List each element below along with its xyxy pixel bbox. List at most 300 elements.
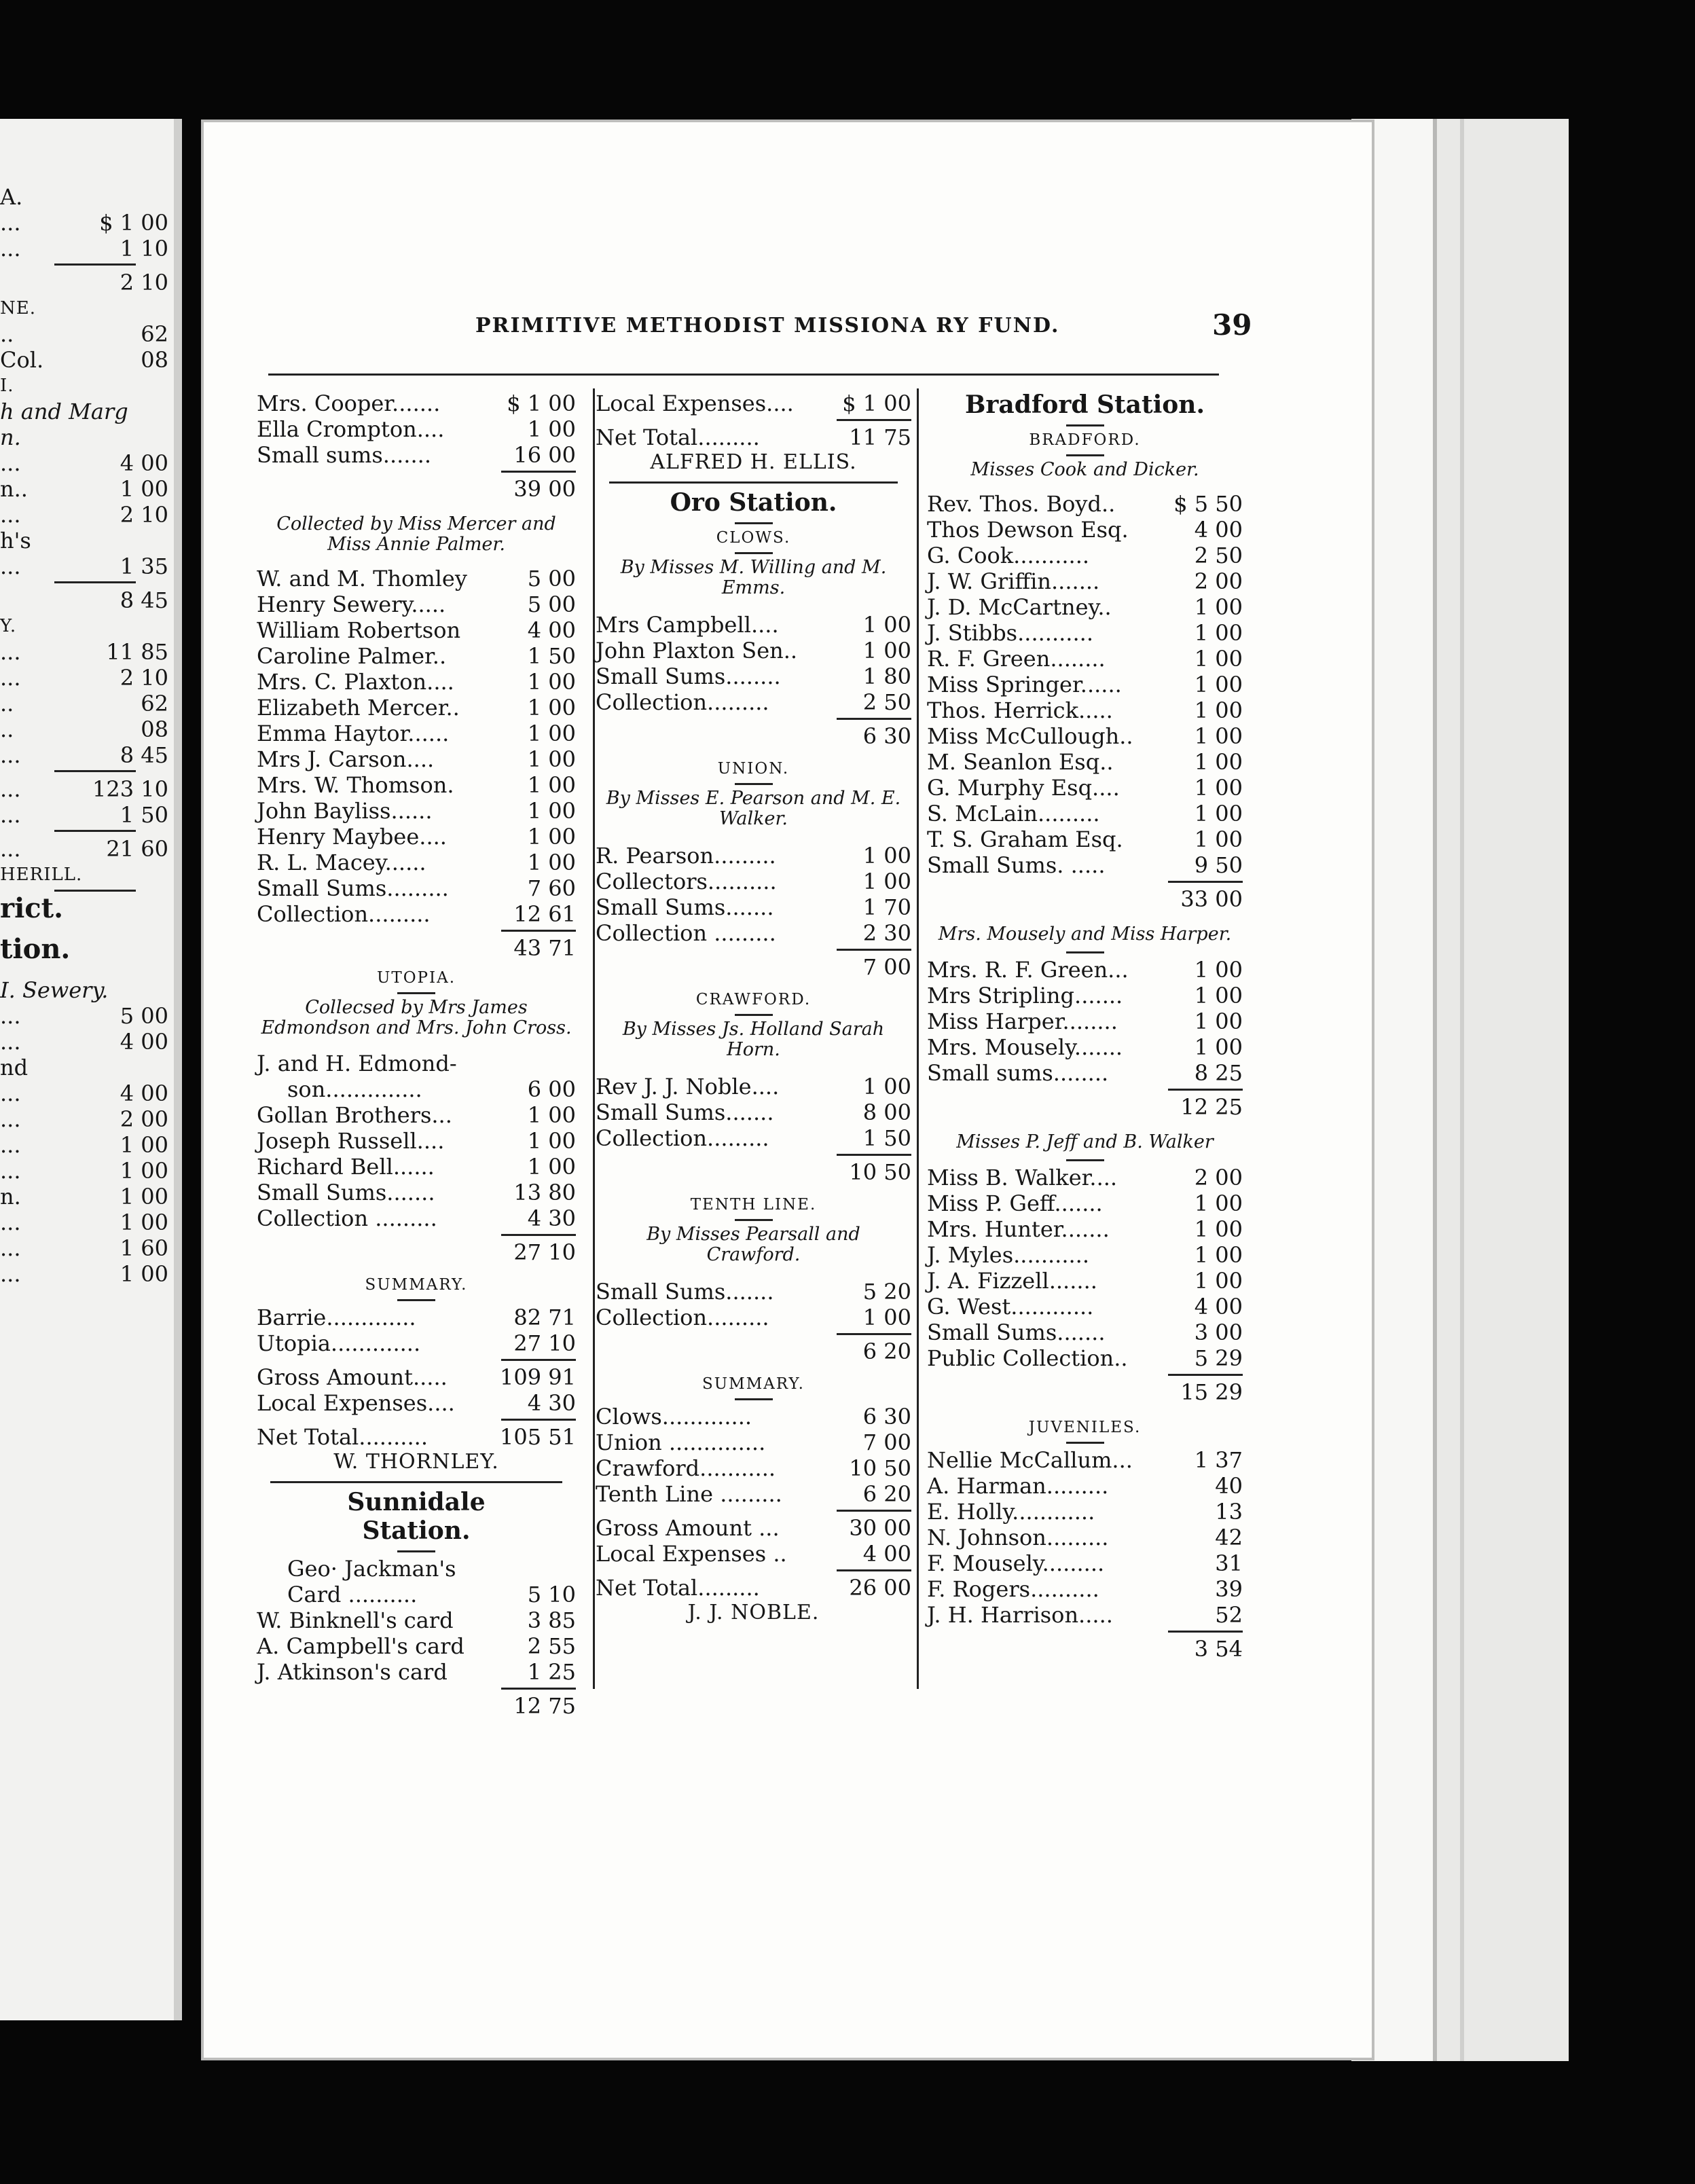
entry-name: J. Myles........... [927,1242,1090,1268]
fragment-row [0,209,168,236]
short-rule [1066,1159,1104,1161]
fragment-row [0,1235,168,1262]
entry-amount: 5 10 [527,1582,576,1607]
entry-name: Net Total......... [596,424,760,450]
page-edge-strip [1460,119,1464,2061]
entry-name: Local Expenses.... [257,1390,455,1416]
fragment-row [0,801,168,829]
ledger-row [927,646,1243,672]
fragment-text: tion. [0,933,71,965]
ledger-row [927,749,1243,775]
ledger-row [596,1455,911,1481]
sum-rule [837,1510,911,1512]
ledger-row [596,638,911,663]
fragment-row [0,1260,168,1288]
entry-amount: 7 60 [527,875,576,901]
entry-name: Miss Harper........ [927,1008,1118,1034]
entry-name: Net Total.......... [257,1424,428,1450]
fragment-row [0,424,168,451]
sum-rule [501,1234,576,1236]
fragment-row [0,1054,168,1081]
ledger-row [927,672,1243,697]
entry-name: Rev J. J. Noble.... [596,1074,780,1099]
ledger-row [927,801,1243,826]
sum-rule [1168,1374,1243,1376]
ledger-row [927,1525,1243,1550]
sum-rule [501,1688,576,1690]
entry-amount: 52 [1215,1602,1243,1628]
entry-name: Clows............. [596,1404,752,1430]
sum-rule [837,1333,911,1335]
entry-name: R. Pearson......... [596,843,776,869]
ledger-row [257,1556,576,1582]
entry-amount: 1 00 [527,1128,576,1154]
entry-name: Mrs. R. F. Green... [927,957,1129,983]
fragment-row [0,1157,168,1184]
entry-name: M. Seanlon Esq.. [927,749,1114,775]
ledger-row [927,1602,1243,1628]
fragment-text: ... [0,1003,21,1029]
ledger-row [927,1294,1243,1320]
ledger-row [257,1424,576,1450]
sum-rule [1168,881,1243,883]
ledger-row [257,875,576,901]
short-rule [397,1550,435,1552]
entry-amount: 4 00 [527,617,576,643]
entry-amount: 1 00 [527,416,576,442]
entry-amount: 42 [1215,1525,1243,1550]
section-heading: JUVENILES. [1028,1419,1142,1436]
entry-name: Public Collection.. [927,1345,1128,1371]
fragment-row [0,664,168,691]
ledger-row [927,1008,1243,1034]
short-rule [1066,1442,1104,1444]
entry-amount: 7 00 [862,954,911,980]
fragment-text: A. [0,184,23,210]
fragment-row [0,933,168,965]
entry-amount: 39 00 [513,476,576,502]
entry-amount: 1 00 [1194,826,1243,852]
entry-amount: 3 00 [1194,1320,1243,1345]
entry-amount: 5 00 [527,566,576,592]
ledger-row [596,689,911,715]
fragment-text: I. [0,376,14,396]
fragment-amount: 4 00 [120,1029,168,1055]
entry-name: G. West............ [927,1294,1094,1320]
fragment-text: NE. [0,298,36,318]
fragment-text: ... [0,802,21,828]
sum-rule [1168,1631,1243,1633]
ledger-row [596,843,911,869]
fragment-text: nd [0,1055,29,1080]
entry-amount: 1 00 [527,772,576,798]
fragment-text: n. [0,1184,21,1209]
entry-amount: 33 00 [1180,886,1243,912]
ledger-row [596,1099,911,1125]
subtotal-row [257,1239,576,1265]
entry-amount: 1 00 [1194,594,1243,620]
fragment-amount: 4 00 [120,450,168,476]
ledger-row [257,1607,576,1633]
fragment-row [0,183,168,211]
ledger-row [596,1515,911,1541]
sum-rule [837,1154,911,1156]
fragment-amount: 2 10 [120,502,168,528]
entry-amount: 1 00 [1194,1034,1243,1060]
ledger-row [257,1051,576,1076]
fragment-row [0,398,168,425]
entry-amount: 8 25 [1194,1060,1243,1086]
page-gutter [174,119,182,2020]
subtotal-row [596,1339,911,1364]
fragment-text: ... [0,742,21,768]
entry-amount: 1 00 [1194,646,1243,672]
fragment-amount: $ 1 00 [99,210,168,236]
entry-name: Collection......... [596,689,769,715]
entry-amount: 109 91 [500,1364,576,1390]
entry-amount: 1 00 [1194,1008,1243,1034]
fragment-text: ... [0,776,21,802]
entry-name: Crawford........... [596,1455,776,1481]
entry-name: Local Expenses .. [596,1541,787,1567]
entry-name: A. Harman......... [927,1473,1109,1499]
ledger-row [257,1305,576,1330]
entry-name: Small Sums........ [596,663,781,689]
ledger-row [257,390,576,416]
ledger-row [257,824,576,850]
entry-amount: 30 00 [849,1515,911,1541]
ledger-row [257,1659,576,1685]
ledger-row [927,594,1243,620]
ledger-row [257,643,576,669]
fragment-amount: 4 00 [120,1080,168,1106]
ledger-row [596,1074,911,1099]
entry-name: F. Rogers.......... [927,1576,1099,1602]
collector-note: Collecsed by Mrs James Edmondson and Mrs. John Cross. [261,997,572,1038]
signature-line: J. J. NOBLE. [687,1601,820,1624]
subtotal-row [257,1693,576,1719]
page-edges-right [1351,119,1569,2061]
ledger-row [596,1279,911,1305]
short-rule [735,1398,773,1400]
short-rule [1066,424,1104,426]
entry-name: Mrs. W. Thomson. [257,772,454,798]
fragment-amount: 8 45 [120,587,168,613]
fragment-amount: 1 00 [120,1261,168,1287]
fragment-amount: 8 45 [120,742,168,768]
fragment-text: Col. [0,347,44,373]
fragment-amount: 2 10 [120,270,168,295]
entry-name: Small Sums....... [596,1099,774,1125]
fragment-amount: 62 [141,691,168,716]
ledger-row [927,517,1243,543]
sum-rule [837,1569,911,1571]
collector-note: By Misses Pearsall and Crawford. [646,1224,860,1265]
entry-amount: 1 00 [862,843,911,869]
fragment-text: ... [0,639,21,665]
ledger-row [596,663,911,689]
entry-name: Small Sums....... [257,1180,435,1205]
entry-amount: 9 50 [1194,852,1243,878]
entry-amount: 1 00 [1194,672,1243,697]
entry-name: Small Sums. ..... [927,852,1106,878]
fragment-text: ... [0,1106,21,1132]
collector-note: By Misses E. Pearson and M. E. Walker. [606,788,901,829]
entry-name: Barrie............. [257,1305,416,1330]
column-divider [917,388,919,1689]
entry-amount: 1 00 [1194,775,1243,801]
entry-name: R. L. Macey...... [257,850,426,875]
sum-rule [501,930,576,932]
collector-note: Misses P. Jeff and B. Walker [956,1131,1214,1152]
station-heading: Sunnidale Station. [347,1488,486,1545]
section-heading: UTOPIA. [376,969,456,987]
entry-amount: 105 51 [500,1424,576,1450]
ledger-row [927,983,1243,1008]
entry-amount: 1 00 [1194,749,1243,775]
ledger-row [927,1190,1243,1216]
ledger-row [257,1180,576,1205]
entry-amount: 82 71 [513,1305,576,1330]
collector-note: Mrs. Mousely and Miss Harper. [938,924,1232,945]
fragment-text: ... [0,236,21,261]
fragment-text: Y. [0,616,17,636]
header-rule [268,374,1219,376]
station-heading: Bradford Station. [964,390,1205,419]
ledger-row [927,568,1243,594]
fragment-row [0,690,168,717]
ledger-row [257,566,576,592]
fragment-text: ... [0,836,21,862]
fragment-row [0,235,168,262]
short-rule [735,552,773,554]
ledger-row [257,772,576,798]
fragment-amount: 5 00 [120,1003,168,1029]
ledger-row [257,1102,576,1128]
collector-note: Collected by Miss Mercer and Miss Annie Palmer. [276,513,556,555]
entry-amount: 4 30 [527,1390,576,1416]
entry-name: Mrs. C. Plaxton.... [257,669,454,695]
entry-amount: 39 [1215,1576,1243,1602]
ledger-row [927,1165,1243,1190]
entry-name: Small Sums....... [596,894,774,920]
entry-amount: 1 00 [527,695,576,721]
subtotal-row [596,1159,911,1185]
entry-amount: 6 20 [862,1481,911,1507]
entry-amount: 1 00 [527,850,576,875]
entry-name: Gross Amount ... [596,1515,780,1541]
entry-name: T. S. Graham Esq. [927,826,1123,852]
entry-amount: 5 00 [527,592,576,617]
ledger-row [257,1128,576,1154]
ledger-row [596,1404,911,1430]
ledger-row [596,1430,911,1455]
fragment-amount: 1 35 [120,553,168,579]
entry-amount: 1 00 [527,746,576,772]
entry-amount: 2 00 [1194,568,1243,594]
entry-amount: 1 00 [1194,1216,1243,1242]
entry-name: J. W. Griffin....... [927,568,1100,594]
entry-name: Geo· Jackman's [287,1556,456,1582]
section-heading: BRADFORD. [1029,431,1141,449]
entry-name: Small Sums....... [927,1320,1106,1345]
ledger-row [596,920,911,946]
fragment-row [0,295,168,322]
fragment-row [0,1209,168,1236]
entry-amount: 13 [1215,1499,1243,1525]
ledger-row [257,798,576,824]
fragment-amount: 2 00 [120,1106,168,1132]
entry-name: Caroline Palmer.. [257,643,447,669]
section-heading: UNION. [717,760,790,778]
ledger-row [927,1216,1243,1242]
fragment-amount: 123 10 [92,776,168,802]
entry-amount: 1 37 [1194,1447,1243,1473]
entry-amount: 12 75 [513,1693,576,1719]
ledger-row [927,697,1243,723]
entry-amount: 1 50 [862,1125,911,1151]
fragment-row [0,587,168,614]
entry-amount: 1 00 [1194,620,1243,646]
ledger-row [257,592,576,617]
ledger-row [596,1541,911,1567]
fragment-row [0,321,168,348]
entry-amount: 1 00 [1194,1190,1243,1216]
entry-amount: 11 75 [849,424,911,450]
entry-amount: 1 25 [527,1659,576,1685]
short-rule [1066,951,1104,953]
fragment-row [0,613,168,640]
fragment-row [0,1028,168,1055]
ledger-row [596,1575,911,1601]
entry-amount: $ 1 00 [507,390,576,416]
fragment-row [0,527,168,554]
section-rule [609,481,898,484]
entry-amount: 40 [1215,1473,1243,1499]
page-number: 39 [1212,308,1252,342]
entry-amount: 31 [1215,1550,1243,1576]
entry-amount: 4 00 [1194,517,1243,543]
ledger-row [927,1499,1243,1525]
entry-name: Richard Bell...... [257,1154,435,1180]
fragment-row [0,1131,168,1159]
fragment-text: ... [0,1209,21,1235]
section-heading: TENTH LINE. [690,1196,817,1214]
entry-amount: 1 00 [862,869,911,894]
entry-amount: 27 10 [513,1239,576,1265]
entry-name: G. Murphy Esq.... [927,775,1120,801]
ledger-row [927,1345,1243,1371]
entry-amount: 1 00 [1194,697,1243,723]
entry-name: J. and H. Edmond- [257,1051,457,1076]
entry-amount: 1 00 [527,721,576,746]
ledger-row [257,1364,576,1390]
fragment-amount: 1 00 [120,1132,168,1158]
fragment-text: HERILL. [0,864,83,885]
entry-name: W. and M. Thomley [257,566,467,592]
entry-name: Collection......... [596,1125,769,1151]
entry-name: Card .......... [287,1582,418,1607]
subtotal-row [927,1379,1243,1405]
entry-name: Mrs J. Carson.... [257,746,435,772]
entry-name: J. H. Harrison..... [927,1602,1113,1628]
entry-amount: 1 80 [862,663,911,689]
entry-amount: 2 50 [862,689,911,715]
sum-rule [1168,1089,1243,1091]
entry-name: Collectors.......... [596,869,777,894]
subtotal-row [927,1636,1243,1662]
entry-amount: 1 00 [862,612,911,638]
entry-name: Thos Dewson Esq. [927,517,1129,543]
subtotal-row [927,1094,1243,1120]
entry-amount: $ 1 00 [842,390,911,416]
sum-rule [837,949,911,951]
short-rule [735,1014,773,1016]
entry-name: Miss Springer...... [927,672,1122,697]
fragment-row [0,1183,168,1210]
entry-amount: 10 50 [849,1455,911,1481]
entry-amount: 1 50 [527,643,576,669]
entry-amount: 6 20 [862,1339,911,1364]
ledger-row [927,1320,1243,1345]
ledger-row [257,721,576,746]
entry-name: N. Johnson......... [927,1525,1109,1550]
entry-amount: 16 00 [513,442,576,468]
entry-name: W. Binknell's card [257,1607,454,1633]
entry-amount: 6 30 [862,1404,911,1430]
sum-rule [837,419,911,421]
ledger-row [596,1125,911,1151]
entry-name: Gross Amount..... [257,1364,448,1390]
ledger-row [927,620,1243,646]
entry-name: Local Expenses.... [596,390,794,416]
section-heading: SUMMARY. [702,1375,805,1393]
short-rule [735,783,773,785]
fragment-row [0,861,168,888]
entry-name: Collection ......... [257,1205,437,1231]
ledger-row [927,775,1243,801]
entry-name: Ella Crompton.... [257,416,445,442]
fragment-text: ... [0,553,21,579]
ledger-row [596,390,911,416]
fragment-row [0,977,168,1004]
entry-name: Small sums........ [927,1060,1109,1086]
entry-name: Net Total......... [596,1575,760,1601]
fragment-row [0,372,168,399]
entry-name: R. F. Green........ [927,646,1106,672]
entry-name: Emma Haytor...... [257,721,450,746]
fragment-text: ... [0,665,21,691]
entry-name: John Bayliss...... [257,798,433,824]
entry-name: Rev. Thos. Boyd.. [927,491,1116,517]
sum-rule [54,890,136,892]
entry-name: Gollan Brothers... [257,1102,452,1128]
entry-amount: 4 30 [527,1205,576,1231]
subtotal-row [257,935,576,961]
short-rule [397,992,435,994]
fragment-amount: 1 50 [120,802,168,828]
fragment-amount: 08 [141,347,168,373]
entry-amount: 3 54 [1194,1636,1243,1662]
fragment-amount: 08 [141,716,168,742]
fragment-text: h's [0,528,31,553]
entry-name: Small sums....... [257,442,431,468]
fragment-text: n.. [0,476,28,502]
entry-amount: 2 50 [1194,543,1243,568]
running-header: PRIMITIVE METHODIST MISSIONA RY FUND. [475,314,1060,338]
entry-amount: 27 10 [513,1330,576,1356]
entry-name: Miss P. Geff....... [927,1190,1103,1216]
